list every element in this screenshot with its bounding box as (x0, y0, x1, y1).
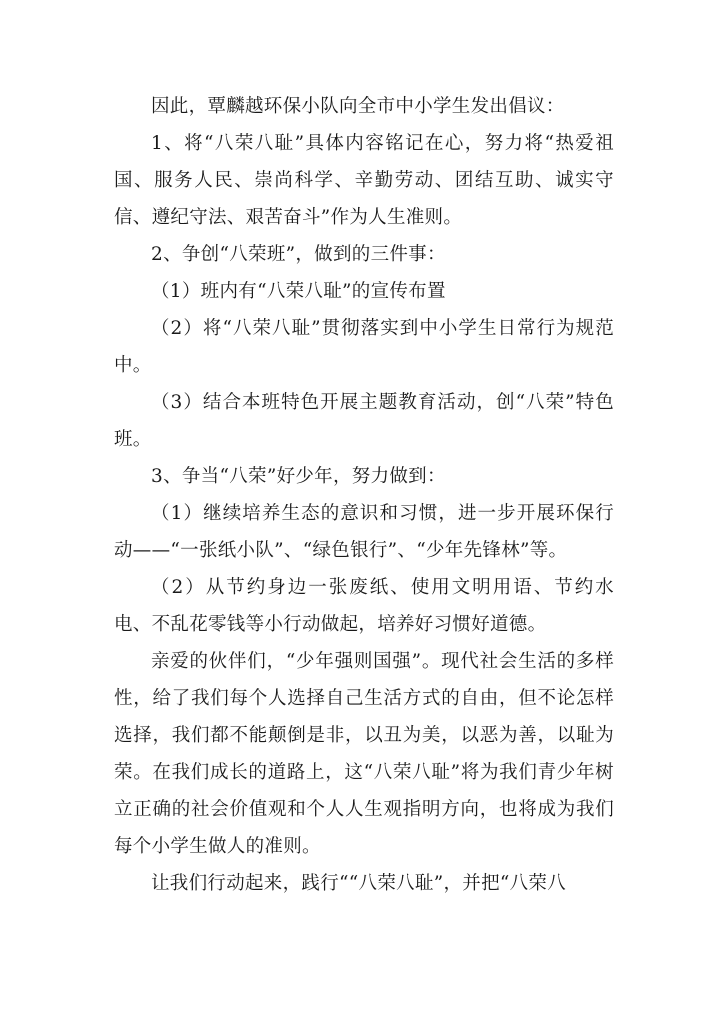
paragraph-closing: 让我们行动起来，践行““八荣八耻”，并把“八荣八 (151, 873, 567, 894)
document-body (114, 88, 614, 902)
paragraph-intro: 因此，覃麟越环保小队向全市中小学生发出倡议： (151, 96, 565, 117)
paragraph-item-2: 2、争创“八荣班”，做到的三件事： (151, 244, 446, 265)
paragraph-item-2-2: （2）将“八荣八耻”贯彻落实到中小学生日常行为规范中。 (114, 318, 614, 376)
paragraph-item-2-3: （3）结合本班特色开展主题教育活动，创“八荣”特色班。 (114, 392, 614, 450)
paragraph-item-3: 3、争当“八荣”好少年，努力做到： (151, 466, 446, 487)
paragraph-appeal: 亲爱的伙伴们，“少年强则国强”。现代社会生活的多样性，给了我们每个人选择自己生活方式的自由，但不论怎样选择，我们都不能颠倒是非，以丑为美，以恶为善，以耻为荣。在我们成长的道路上，这“八荣八耻”将为我们青少年树立正确的社会价值观和个人人生观指明方向，也将成为我们每个小学生做人的准则。 (114, 651, 614, 857)
paragraph-item-2-1: （1）班内有“八荣八耻”的宣传布置 (151, 281, 446, 302)
paragraph-item-1: 1、将“八荣八耻”具体内容铭记在心，努力将“热爱祖国、服务人民、崇尚科学、辛勤劳动、团结互助、诚实守信、遵纪守法、艰苦奋斗”作为人生准则。 (114, 133, 614, 228)
paragraph-item-3-2: （2）从节约身边一张废纸、使用文明用语、节约水电、不乱花零钱等小行动做起，培养好习惯好道德。 (114, 577, 614, 635)
paragraph-item-3-1: （1）继续培养生态的意识和习惯，进一步开展环保行动——“一张纸小队”、“绿色银行”、“少年先锋林”等。 (114, 503, 614, 561)
